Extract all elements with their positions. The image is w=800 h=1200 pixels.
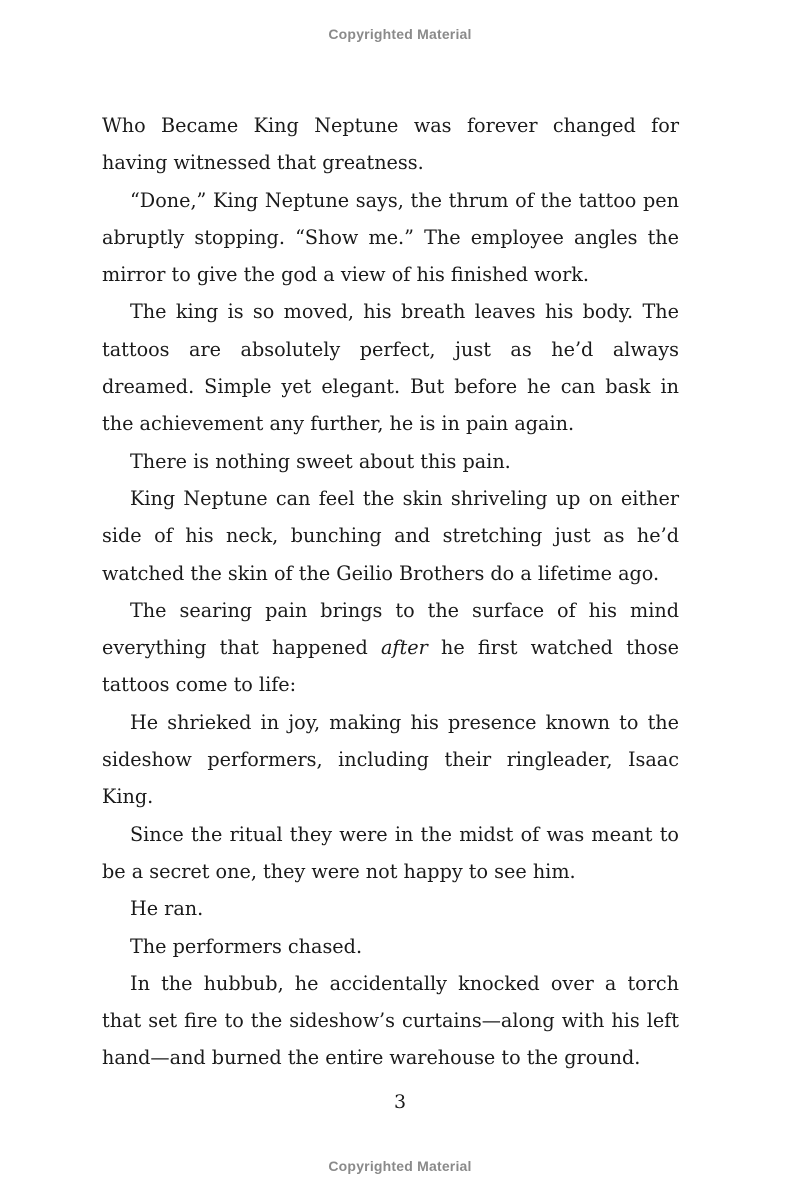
paragraph: The performers chased. [130, 934, 363, 958]
paragraph: He ran. [130, 897, 204, 921]
paragraph: “Done,” King Neptune says, the thrum of the tattoo pen abruptly stopping. “Show me.” The employee angles the mirror to give the god a view of his finished work. [102, 188, 679, 287]
body-text [102, 107, 679, 1077]
emphasized-word: after [380, 636, 428, 660]
paragraph [102, 592, 679, 704]
page-number: 3 [393, 1091, 407, 1113]
copyright-watermark-bottom: Copyrighted Material [328, 1158, 472, 1174]
paragraph: In the hubbub, he accidentally knocked over a torch that set fire to the sideshow’s curtains—along with his left hand—and burned the entire warehouse to the ground. [102, 971, 679, 1070]
paragraph: There is nothing sweet about this pain. [130, 449, 511, 473]
paragraph: King Neptune can feel the skin shriveling up on either side of his neck, bunching and stretching just as he’d watched the skin of the Geilio Brothers do a lifetime ago. [102, 486, 679, 585]
paragraph: The king is so moved, his breath leaves his body. The tattoos are absolutely perfect, just as he’d always dreamed. Simple yet elegant. But before he can bask in the achievement any further, he is in pain again. [102, 300, 679, 436]
paragraph: Who Became King Neptune was forever changed for having witnessed that greatness. [102, 114, 679, 175]
copyright-watermark-top: Copyrighted Material [328, 26, 472, 42]
paragraph-text: he first watched those tattoos come to life: [102, 636, 679, 697]
paragraph: He shrieked in joy, making his presence known to the sideshow performers, including their ringleader, Isaac King. [102, 710, 679, 809]
paragraph-text: The searing pain brings to the surface of his mind everything that happened [102, 598, 679, 660]
paragraph: Since the ritual they were in the midst of was meant to be a secret one, they were not happy to see him. [102, 822, 679, 883]
